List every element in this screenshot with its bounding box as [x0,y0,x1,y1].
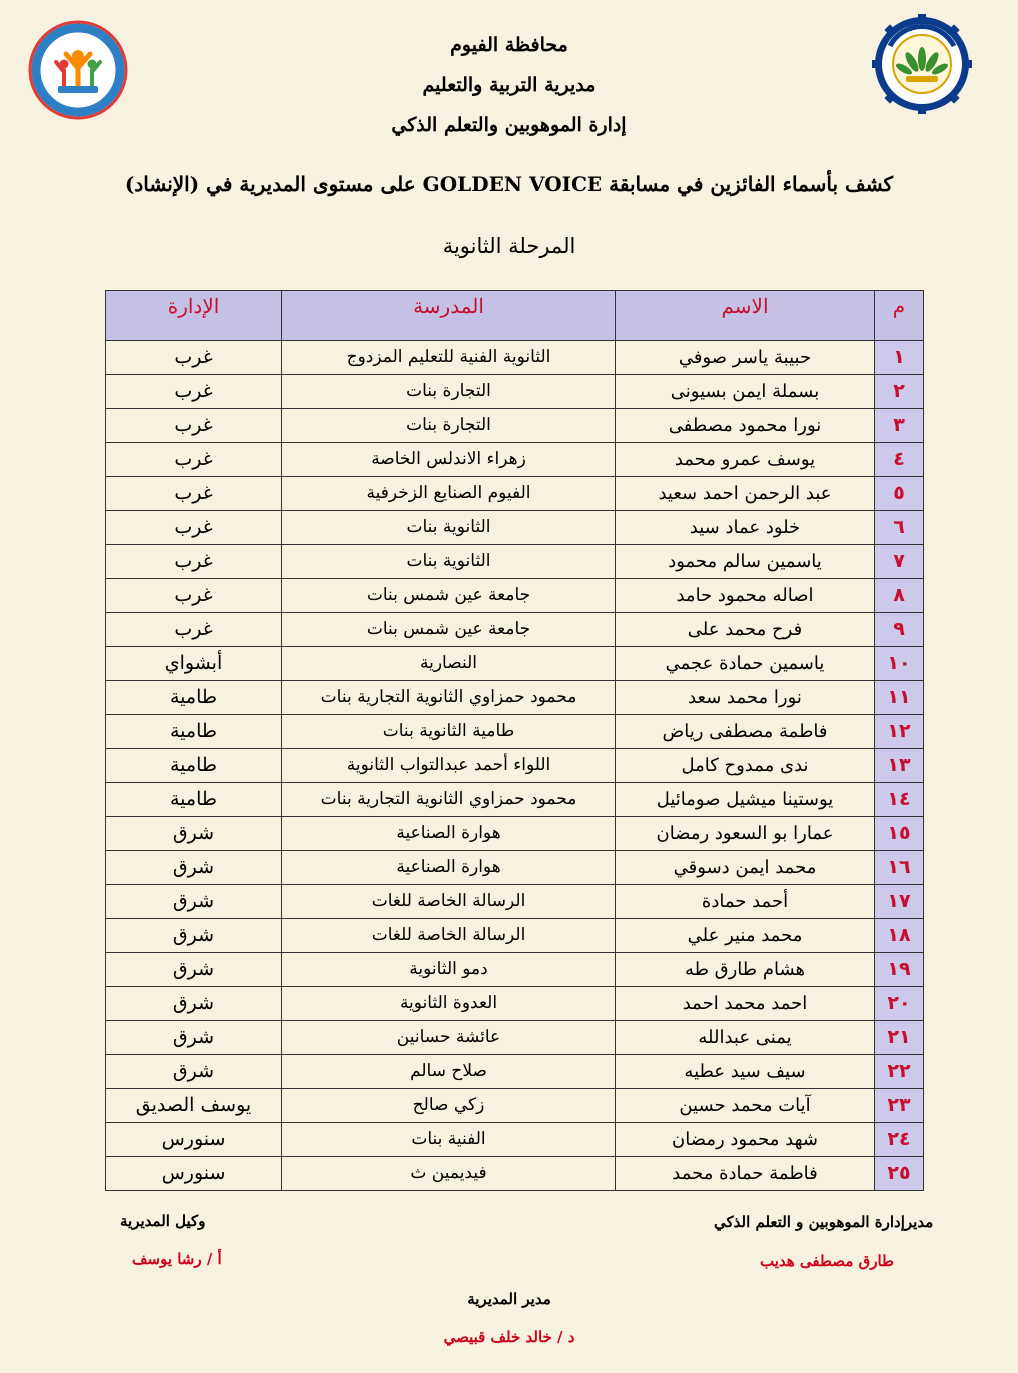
row-school: جامعة عين شمس بنات [282,579,616,613]
row-name: يوسف عمرو محمد [616,443,875,477]
row-school: فيديمين ث [282,1157,616,1191]
report-title: كشف بأسماء الفائزين في مسابقة GOLDEN VOICE على مستوى المديرية في (الإنشاد) [124,172,894,196]
row-admin: سنورس [106,1157,282,1191]
row-admin: طامية [106,783,282,817]
row-school: طامية الثانوية بنات [282,715,616,749]
row-school: التجارة بنات [282,409,616,443]
row-number: ١٢ [875,715,924,749]
row-number: ٢٢ [875,1055,924,1089]
row-admin: غرب [106,545,282,579]
row-school: زهراء الاندلس الخاصة [282,443,616,477]
table-row [106,375,924,409]
row-admin: شرق [106,817,282,851]
row-admin: شرق [106,953,282,987]
row-admin: غرب [106,613,282,647]
header-admin: الإدارة [106,291,282,341]
row-number: ١ [875,341,924,375]
table-row [106,851,924,885]
table-row [106,715,924,749]
row-number: ١٨ [875,919,924,953]
row-number: ٢٤ [875,1123,924,1157]
row-number: ٢٣ [875,1089,924,1123]
directorate-title: مديرية التربية والتعليم [422,74,596,96]
table-row [106,409,924,443]
row-name: يمنى عبدالله [616,1021,875,1055]
table-row [106,919,924,953]
row-admin: غرب [106,579,282,613]
table-row [106,953,924,987]
row-name: ياسمين سالم محمود [616,545,875,579]
row-admin: غرب [106,375,282,409]
row-number: ٢٥ [875,1157,924,1191]
row-admin: شرق [106,919,282,953]
winners-table [105,290,924,1191]
row-school: محمود حمزاوي الثانوية التجارية بنات [282,783,616,817]
row-school: العدوة الثانوية [282,987,616,1021]
header-school: المدرسة [282,291,616,341]
row-name: خلود عماد سيد [616,511,875,545]
row-name: آيات محمد حسين [616,1089,875,1123]
table-row [106,817,924,851]
table-row [106,511,924,545]
row-admin: سنورس [106,1123,282,1157]
row-school: دمو الثانوية [282,953,616,987]
row-number: ٢ [875,375,924,409]
directorate-emblem-icon [872,14,972,114]
row-name: يوستينا ميشيل صومائيل [616,783,875,817]
row-number: ١٩ [875,953,924,987]
row-school: الرسالة الخاصة للغات [282,919,616,953]
row-name: فاطمة حمادة محمد [616,1157,875,1191]
department-title: إدارة الموهوبين والتعلم الذكي [391,114,627,136]
table-row [106,545,924,579]
row-number: ٤ [875,443,924,477]
row-name: نورا محمود مصطفى [616,409,875,443]
row-number: ١١ [875,681,924,715]
table-row [106,1089,924,1123]
row-admin: غرب [106,511,282,545]
row-number: ٨ [875,579,924,613]
row-number: ٦ [875,511,924,545]
table-row [106,477,924,511]
row-name: سيف سيد عطيه [616,1055,875,1089]
row-number: ٣ [875,409,924,443]
table-row [106,885,924,919]
row-name: هشام طارق طه [616,953,875,987]
row-number: ٢٠ [875,987,924,1021]
signature-right-title: مديرإدارة الموهوبين و التعلم الذكي [714,1213,934,1231]
row-name: محمد ايمن دسوقي [616,851,875,885]
table-row [106,987,924,1021]
row-number: ٩ [875,613,924,647]
signature-center-title: مدير المديرية [467,1290,551,1308]
row-admin: شرق [106,987,282,1021]
row-school: الفنية بنات [282,1123,616,1157]
row-number: ١٤ [875,783,924,817]
row-school: هوارة الصناعية [282,817,616,851]
row-admin: يوسف الصديق [106,1089,282,1123]
row-number: ١٥ [875,817,924,851]
row-school: الثانوية الفنية للتعليم المزدوج [282,341,616,375]
row-name: بسملة ايمن بسيونى [616,375,875,409]
row-name: نورا محمد سعد [616,681,875,715]
row-number: ١٧ [875,885,924,919]
row-school: صلاح سالم [282,1055,616,1089]
row-name: ياسمين حمادة عجمي [616,647,875,681]
row-school: الرسالة الخاصة للغات [282,885,616,919]
row-number: ٥ [875,477,924,511]
row-name: ندى ممدوح كامل [616,749,875,783]
row-number: ١٣ [875,749,924,783]
row-name: محمد منير علي [616,919,875,953]
row-admin: طامية [106,715,282,749]
row-school: عائشة حسانين [282,1021,616,1055]
row-number: ١٠ [875,647,924,681]
row-name: عبد الرحمن احمد سعيد [616,477,875,511]
row-school: الثانوية بنات [282,545,616,579]
table-row [106,1123,924,1157]
row-admin: طامية [106,749,282,783]
table-row [106,613,924,647]
table-row [106,341,924,375]
row-number: ٧ [875,545,924,579]
row-name: عمارا بو السعود رمضان [616,817,875,851]
governorate-title: محافظة الفيوم [450,34,568,56]
row-admin: شرق [106,1021,282,1055]
stage-title: المرحلة الثانوية [442,234,576,258]
header-num: م [875,291,924,341]
row-name: فرح محمد على [616,613,875,647]
table-row [106,579,924,613]
row-admin: غرب [106,477,282,511]
row-name: فاطمة مصطفى رياض [616,715,875,749]
table-row [106,681,924,715]
row-school: الفيوم الصنايع الزخرفية [282,477,616,511]
row-school: جامعة عين شمس بنات [282,613,616,647]
row-name: اصاله محمود حامد [616,579,875,613]
table-header-row [106,291,924,341]
row-school: محمود حمزاوي الثانوية التجارية بنات [282,681,616,715]
row-admin: غرب [106,409,282,443]
table-row [106,783,924,817]
header-name: الاسم [616,291,875,341]
table-row [106,1157,924,1191]
row-number: ١٦ [875,851,924,885]
row-admin: طامية [106,681,282,715]
signature-left-name: أ / رشا يوسف [132,1250,222,1268]
signature-right-name: طارق مصطفى هديب [760,1252,894,1270]
row-admin: شرق [106,885,282,919]
table-row [106,647,924,681]
row-number: ٢١ [875,1021,924,1055]
row-admin: غرب [106,341,282,375]
table-row [106,749,924,783]
row-school: زكي صالح [282,1089,616,1123]
row-name: حبيبة ياسر صوفي [616,341,875,375]
signature-left-title: وكيل المديرية [120,1212,206,1230]
row-name: أحمد حمادة [616,885,875,919]
row-admin: شرق [106,1055,282,1089]
table-row [106,1021,924,1055]
row-name: احمد محمد احمد [616,987,875,1021]
table-row [106,443,924,477]
row-school: هوارة الصناعية [282,851,616,885]
row-school: اللواء أحمد عبدالتواب الثانوية [282,749,616,783]
row-admin: غرب [106,443,282,477]
row-school: الثانوية بنات [282,511,616,545]
row-admin: شرق [106,851,282,885]
row-admin: أبشواي [106,647,282,681]
table-row [106,1055,924,1089]
row-name: شهد محمود رمضان [616,1123,875,1157]
signature-center-name: د / خالد خلف قبيصي [443,1328,575,1346]
row-school: النصارية [282,647,616,681]
row-school: التجارة بنات [282,375,616,409]
